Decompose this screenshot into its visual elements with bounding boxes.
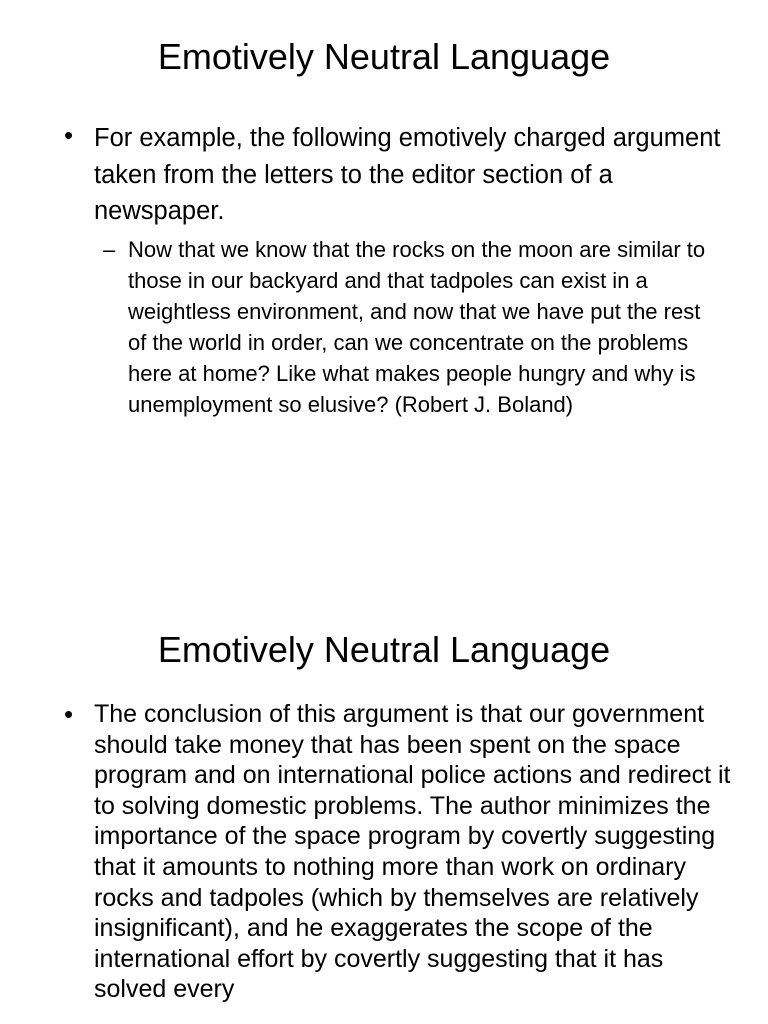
bullet-marker: • — [64, 120, 74, 150]
slide-title: Emotively Neutral Language — [157, 629, 611, 670]
bullet-marker: • — [64, 699, 74, 729]
sub-bullet-text: Now that we know that the rocks on the moon are similar to those in our backyard and that tadpoles can exist in a weightless environment, and now that we have put the rest of the world in order, can we concentrate on the problems here at home? Like what makes people hungry and why is unemployment so elusive? (Robert J. Boland) — [128, 237, 706, 417]
slide-title: Emotively Neutral Language — [157, 36, 611, 77]
sub-bullet-marker: – — [103, 237, 116, 262]
bullet-text: For example, the following emotively charged argument taken from the letters to the editor section of a newspaper. — [94, 124, 721, 225]
slide-2 — [0, 590, 768, 1024]
bullet-text: The conclusion of this argument is that our government should take money that has been spent on the space program and on international police actions and redirect it to solving domestic problems. The author minimizes the importance of the space program by covertly suggesting that it amounts to nothing more than work on ordinary rocks and tadpoles (which by themselves are relatively insignificant), and he exaggerates the scope of the international effort by covertly suggesting that it has solved every — [94, 700, 731, 1004]
